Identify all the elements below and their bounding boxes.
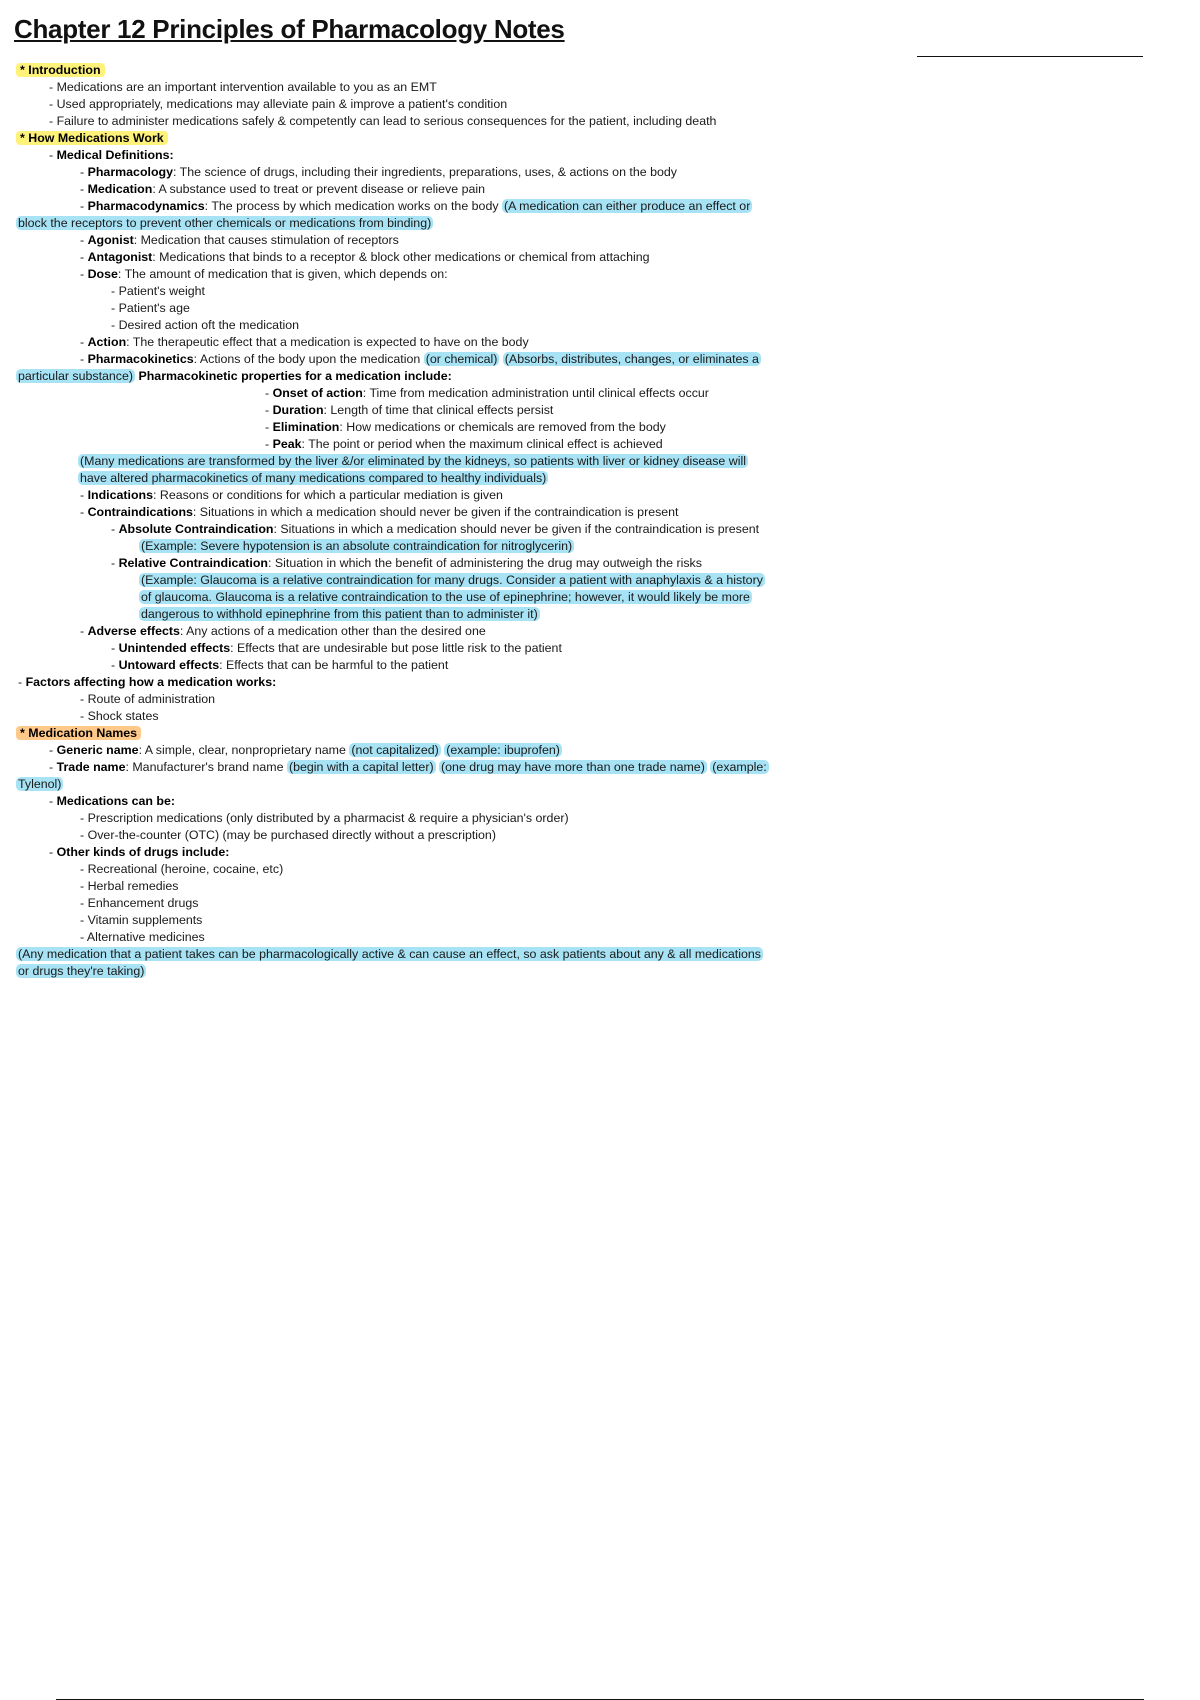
definition-dose: - Dose: The amount of medication that is given, which depends on: [80,267,448,281]
definition-onset: - Onset of action: Time from medication administration until clinical effects occur [265,386,709,400]
list-item: - Vitamin supplements [80,913,203,927]
definition-agonist: - Agonist: Medication that causes stimulation of receptors [80,233,399,247]
definition-pharmacodynamics: - Pharmacodynamics: The process by which medication works on the body (A medication can either produce an effect or [80,199,751,213]
list-item: - Alternative medicines [80,930,205,944]
example-relative-cont: dangerous to withhold epinephrine from this patient than to administer it) [141,607,538,621]
closing-note-cont: or drugs they're taking) [18,964,145,978]
subheading-other-kinds: - Other kinds of drugs include: [49,845,230,859]
definition-action: - Action: The therapeutic effect that a medication is expected to have on the body [80,335,529,349]
example-relative-cont: of glaucoma. Glaucoma is a relative contraindication to the use of epinephrine; however, it would likely be more [141,590,750,604]
definition-pharmacology: - Pharmacology: The science of drugs, including their ingredients, preparations, uses, & actions on the body [80,165,677,179]
list-item: - Medications are an important intervention available to you as an EMT [49,80,437,94]
definition-unintended-effects: - Unintended effects: Effects that are undesirable but pose little risk to the patient [111,641,562,655]
definition-generic-name: - Generic name: A simple, clear, nonproprietary name (not capitalized) (example: ibuprofen) [49,743,560,757]
definition-pharmacodynamics-cont: block the receptors to prevent other chemicals or medications from binding) [18,216,432,230]
note-liver-kidney-cont: have altered pharmacokinetics of many medications compared to healthy individuals) [80,471,547,485]
definition-medication: - Medication: A substance used to treat or prevent disease or relieve pain [80,182,485,196]
definition-pharmacokinetics-cont: particular substance) Pharmacokinetic properties for a medication include: [18,369,452,383]
list-item: - Patient's weight [111,284,205,298]
example-absolute: (Example: Severe hypotension is an absolute contraindication for nitroglycerin) [141,539,573,553]
list-item: - Failure to administer medications safely & competently can lead to serious consequences for the patient, including death [49,114,717,128]
list-item: - Patient's age [111,301,190,315]
list-item: - Enhancement drugs [80,896,199,910]
definition-trade-name-cont: Tylenol) [18,777,62,791]
definition-elimination: - Elimination: How medications or chemicals are removed from the body [265,420,666,434]
list-item: - Prescription medications (only distributed by a pharmacist & require a physician's order) [80,811,569,825]
definition-untoward-effects: - Untoward effects: Effects that can be harmful to the patient [111,658,449,672]
definition-antagonist: - Antagonist: Medications that binds to a receptor & block other medications or chemical from attaching [80,250,650,264]
subheading-factors: - Factors affecting how a medication works: [18,675,277,689]
page-title: Chapter 12 Principles of Pharmacology Notes [14,14,565,44]
example-relative: (Example: Glaucoma is a relative contraindication for many drugs. Consider a patient with anaphylaxis & a history [141,573,763,587]
note-liver-kidney: (Many medications are transformed by the liver &/or eliminated by the kidneys, so patients with liver or kidney disease will [80,454,746,468]
closing-note: (Any medication that a patient takes can be pharmacologically active & can cause an effect, so ask patients about any & all medications [18,947,761,961]
list-item: - Recreational (heroine, cocaine, etc) [80,862,284,876]
subheading-medical-definitions: - Medical Definitions: [49,148,174,162]
section-how-medications-work: * How Medications Work [16,130,168,147]
definition-adverse-effects: - Adverse effects: Any actions of a medication other than the desired one [80,624,486,638]
definition-absolute-contraindication: - Absolute Contraindication: Situations in which a medication should never be given if the contraindication is present [111,522,760,536]
definition-trade-name: - Trade name: Manufacturer's brand name (begin with a capital letter) (one drug may have more than one trade name) (example: [49,760,767,774]
list-item: - Shock states [80,709,159,723]
definition-contraindications: - Contraindications: Situations in which a medication should never be given if the contraindication is present [80,505,679,519]
section-introduction: * Introduction [16,62,105,79]
definition-peak: - Peak: The point or period when the maximum clinical effect is achieved [265,437,663,451]
top-right-rule [917,56,1143,57]
definition-indications: - Indications: Reasons or conditions for which a particular mediation is given [80,488,503,502]
section-medication-names: * Medication Names [16,725,141,742]
definition-pharmacokinetics: - Pharmacokinetics: Actions of the body upon the medication (or chemical) (Absorbs, distributes, changes, or eliminates a [80,352,759,366]
list-item: - Herbal remedies [80,879,179,893]
definition-relative-contraindication: - Relative Contraindication: Situation in which the benefit of administering the drug may outweigh the risks [111,556,702,570]
definition-duration: - Duration: Length of time that clinical effects persist [265,403,554,417]
list-item: - Route of administration [80,692,216,706]
subheading-medications-can-be: - Medications can be: [49,794,176,808]
list-item: - Desired action oft the medication [111,318,300,332]
list-item: - Used appropriately, medications may alleviate pain & improve a patient's condition [49,97,508,111]
list-item: - Over-the-counter (OTC) (may be purchased directly without a prescription) [80,828,496,842]
